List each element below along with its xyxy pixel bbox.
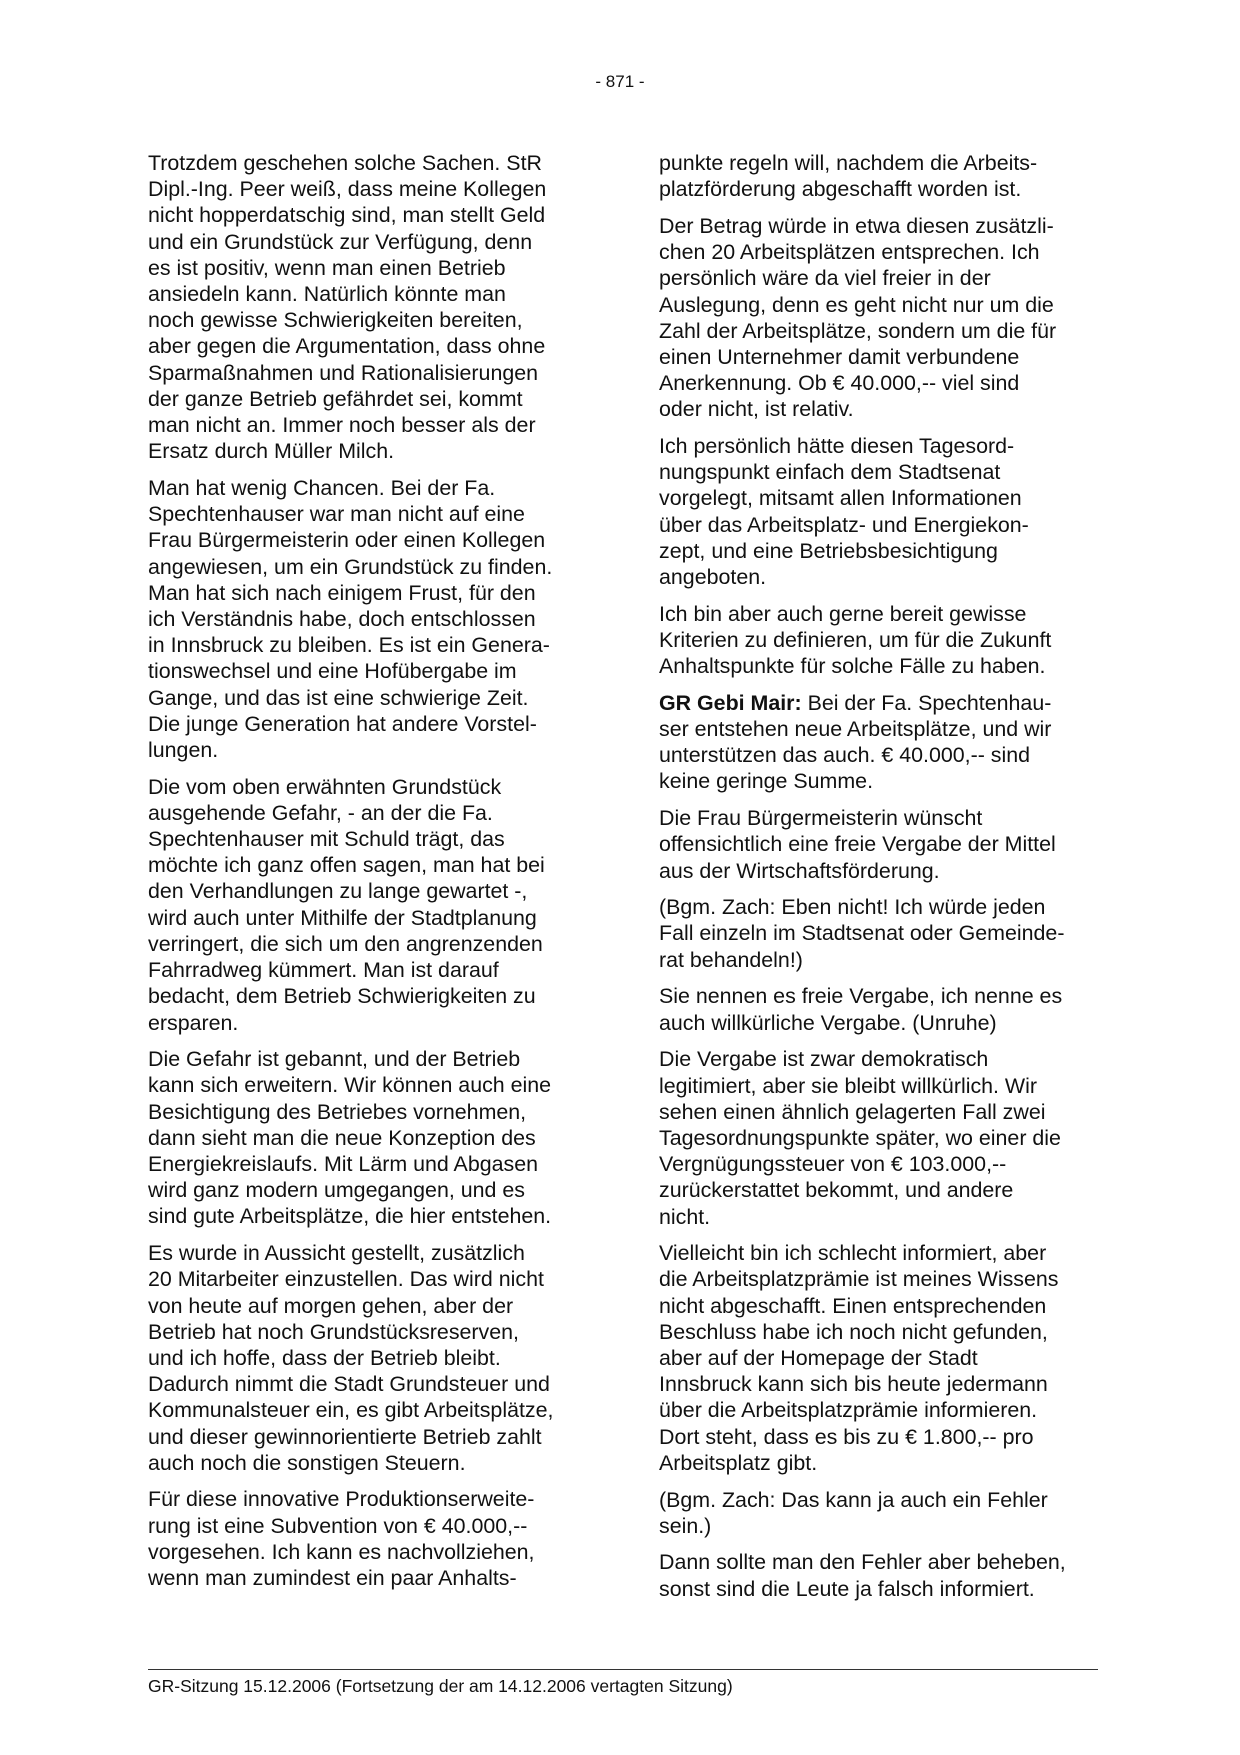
text-line: angeboten.	[659, 565, 767, 590]
text-line: die Arbeitsplatzprämie ist meines Wissens	[659, 1267, 1059, 1292]
text-line: über die Arbeitsplatzprämie informieren.	[659, 1398, 1038, 1423]
paragraph	[659, 983, 1114, 1035]
text-line: einen Unternehmer damit verbundene	[659, 344, 1020, 369]
text-line: auch noch die sonstigen Steuern.	[148, 1450, 466, 1475]
text-line: Fall einzeln im Stadtsenat oder Gemeinde-	[659, 921, 1065, 946]
text-line: Kommunalsteuer ein, es gibt Arbeitsplätze,	[148, 1398, 554, 1423]
text-line: legitimiert, aber sie bleibt willkürlich. Wir	[659, 1073, 1038, 1098]
text-line: noch gewisse Schwierigkeiten bereiten,	[148, 308, 523, 333]
text-line: der ganze Betrieb gefährdet sei, kommt	[148, 386, 523, 411]
text-line: Die Gefahr ist gebannt, und der Betrieb	[148, 1047, 521, 1072]
text-line: nungspunkt einfach dem Stadtsenat	[659, 460, 1001, 485]
text-line: oder nicht, ist relativ.	[659, 397, 854, 422]
text-line: von heute auf morgen gehen, aber der	[148, 1293, 514, 1318]
text-line: man nicht an. Immer noch besser als der	[148, 413, 536, 438]
text-line: sonst sind die Leute ja falsch informiert.	[659, 1576, 1035, 1601]
paragraph	[659, 1046, 1114, 1229]
text-line: nicht hopperdatschig sind, man stellt Geld	[148, 203, 546, 228]
paragraph	[148, 475, 596, 763]
paragraph	[659, 1549, 1114, 1601]
paragraph	[659, 1240, 1114, 1476]
paragraph	[659, 805, 1114, 884]
text-line: wird ganz modern umgegangen, und es	[148, 1178, 525, 1203]
text-line: und dieser gewinnorientierte Betrieb zahlt	[148, 1424, 542, 1449]
text-line: und ein Grundstück zur Verfügung, denn	[148, 229, 533, 254]
text-line: Es wurde in Aussicht gestellt, zusätzlich	[148, 1241, 525, 1266]
speaker-first-line: Bei der Fa. Spechtenhau-	[801, 690, 1052, 715]
text-line: Innsbruck kann sich bis heute jedermann	[659, 1372, 1048, 1397]
text-line: Die vom oben erwähnten Grundstück	[148, 774, 502, 799]
paragraph	[659, 601, 1114, 680]
text-line: den Verhandlungen zu lange gewartet -,	[148, 879, 528, 904]
text-line: nicht.	[659, 1204, 711, 1229]
text-line: tionswechsel und eine Hofübergabe im	[148, 659, 517, 684]
text-line: Die Frau Bürgermeisterin wünscht	[659, 806, 983, 831]
paragraph	[659, 894, 1114, 973]
text-line: rat behandeln!)	[659, 947, 803, 972]
text-line: Auslegung, denn es geht nicht nur um die	[659, 292, 1054, 317]
text-line: Die Vergabe ist zwar demokratisch	[659, 1047, 989, 1072]
text-line: Betrieb hat noch Grundstücksreserven,	[148, 1319, 519, 1344]
text-line: Anhaltspunkte für solche Fälle zu haben.	[659, 654, 1046, 679]
text-line: (Bgm. Zach: Eben nicht! Ich würde jeden	[659, 895, 1046, 920]
text-line: bedacht, dem Betrieb Schwierigkeiten zu	[148, 984, 536, 1009]
text-line: sehen einen ähnlich gelagerten Fall zwei	[659, 1099, 1046, 1124]
text-line: Dort steht, dass es bis zu € 1.800,-- pro	[659, 1424, 1034, 1449]
text-line: Trotzdem geschehen solche Sachen. StR	[148, 151, 542, 175]
left-column	[148, 150, 596, 1602]
text-line: Frau Bürgermeisterin oder einen Kollegen	[148, 528, 546, 553]
text-line: Spechtenhauser mit Schuld trägt, das	[148, 827, 505, 852]
text-line: Man hat wenig Chancen. Bei der Fa.	[148, 475, 496, 500]
text-line: Anerkennung. Ob € 40.000,-- viel sind	[659, 371, 1020, 396]
text-line: Spechtenhauser war man nicht auf eine	[148, 502, 525, 527]
paragraph	[148, 150, 596, 464]
footer-text: GR-Sitzung 15.12.2006 (Fortsetzung der am 14.12.2006 vertagten Sitzung)	[148, 1676, 733, 1696]
text-line: Die junge Generation hat andere Vorstel-	[148, 711, 537, 736]
text-line: möchte ich ganz offen sagen, man hat bei	[148, 853, 545, 878]
text-line: Tagesordnungspunkte später, wo einer die	[659, 1125, 1061, 1150]
speaker-name: GR Gebi Mair:	[659, 690, 802, 715]
text-line	[659, 690, 1114, 716]
text-line: zurückerstattet bekommt, und andere	[659, 1178, 1014, 1203]
page-number: - 871 -	[595, 72, 645, 91]
text-line: ich Verständnis habe, doch entschlossen	[148, 606, 536, 631]
text-line: Sparmaßnahmen und Rationalisierungen	[148, 360, 539, 385]
text-line: in Innsbruck zu bleiben. Es ist ein Genera-	[148, 633, 550, 658]
text-line: Dadurch nimmt die Stadt Grundsteuer und	[148, 1372, 550, 1397]
text-line: angewiesen, um ein Grundstück zu finden.	[148, 554, 553, 579]
text-line: chen 20 Arbeitsplätzen entsprechen. Ich	[659, 240, 1040, 265]
text-line: persönlich wäre da viel freier in der	[659, 266, 991, 291]
text-line: ser entstehen neue Arbeitsplätze, und wir	[659, 717, 1052, 742]
text-line: sein.)	[659, 1513, 712, 1538]
text-line: Vielleicht bin ich schlecht informiert, aber	[659, 1241, 1047, 1266]
text-line: über das Arbeitsplatz- und Energiekon-	[659, 512, 1029, 537]
text-line: aber auf der Homepage der Stadt	[659, 1346, 978, 1371]
text-line: wenn man zumindest ein paar Anhalts-	[148, 1566, 517, 1591]
text-line: ersparen.	[148, 1010, 239, 1035]
paragraph	[659, 433, 1114, 590]
paragraph	[659, 150, 1114, 202]
text-line: lungen.	[148, 737, 219, 762]
text-line: Zahl der Arbeitsplätze, sondern um die für	[659, 318, 1057, 343]
text-line: Dann sollte man den Fehler aber beheben,	[659, 1550, 1066, 1575]
paragraph	[148, 1486, 596, 1591]
text-line: Gange, und das ist eine schwierige Zeit.	[148, 685, 529, 710]
text-line: Beschluss habe ich noch nicht gefunden,	[659, 1319, 1048, 1344]
text-line: nicht abgeschafft. Einen entsprechenden	[659, 1293, 1047, 1318]
text-line: platzförderung abgeschafft worden ist.	[659, 177, 1022, 202]
text-line: Ich persönlich hätte diesen Tagesord-	[659, 434, 1015, 459]
text-line: verringert, die sich um den angrenzenden	[148, 931, 543, 956]
text-line: es ist positiv, wenn man einen Betrieb	[148, 255, 506, 280]
text-line: wird auch unter Mithilfe der Stadtplanung	[148, 905, 537, 930]
text-line: keine geringe Summe.	[659, 769, 874, 794]
text-line: Ich bin aber auch gerne bereit gewisse	[659, 601, 1027, 626]
text-line: Dipl.-Ing. Peer weiß, dass meine Kollegen	[148, 177, 547, 202]
text-line: Der Betrag würde in etwa diesen zusätzli-	[659, 213, 1054, 238]
text-line: Man hat sich nach einigem Frust, für den	[148, 580, 536, 605]
text-line: (Bgm. Zach: Das kann ja auch ein Fehler	[659, 1487, 1048, 1512]
text-line: 20 Mitarbeiter einzustellen. Das wird nicht	[148, 1267, 544, 1292]
text-line: aus der Wirtschaftsförderung.	[659, 858, 940, 883]
text-line: vorgesehen. Ich kann es nachvollziehen,	[148, 1539, 535, 1564]
right-column	[659, 150, 1114, 1612]
footer-divider	[148, 1669, 1098, 1670]
text-line: dann sieht man die neue Konzeption des	[148, 1125, 536, 1150]
text-line: rung ist eine Subvention von € 40.000,--	[148, 1513, 528, 1538]
text-line: unterstützen das auch. € 40.000,-- sind	[659, 743, 1031, 768]
paragraph	[148, 1240, 596, 1476]
text-line: Für diese innovative Produktionserweite-	[148, 1487, 535, 1512]
text-line: aber gegen die Argumentation, dass ohne	[148, 334, 546, 359]
text-line: Fahrradweg kümmert. Man ist darauf	[148, 958, 499, 983]
paragraph	[148, 1046, 596, 1229]
text-line: ausgehende Gefahr, - an der die Fa.	[148, 800, 493, 825]
paragraph	[659, 1487, 1114, 1539]
text-line: Sie nennen es freie Vergabe, ich nenne es	[659, 984, 1063, 1009]
text-line: vorgelegt, mitsamt allen Informationen	[659, 486, 1022, 511]
text-line: offensichtlich eine freie Vergabe der Mittel	[659, 832, 1056, 857]
text-line: ansiedeln kann. Natürlich könnte man	[148, 282, 506, 307]
paragraph	[659, 213, 1114, 423]
text-line: Ersatz durch Müller Milch.	[148, 439, 395, 464]
paragraph	[148, 774, 596, 1036]
text-line: sind gute Arbeitsplätze, die hier entstehen.	[148, 1204, 552, 1229]
text-line: Arbeitsplatz gibt.	[659, 1450, 818, 1475]
text-line: Kriterien zu definieren, um für die Zukunft	[659, 627, 1052, 652]
text-line: Vergnügungssteuer von € 103.000,--	[659, 1152, 1007, 1177]
text-line: auch willkürliche Vergabe. (Unruhe)	[659, 1010, 997, 1035]
text-line: und ich hoffe, dass der Betrieb bleibt.	[148, 1345, 501, 1370]
speaker-paragraph	[659, 690, 1114, 795]
text-line: punkte regeln will, nachdem die Arbeits-	[659, 151, 1038, 175]
text-line: zept, und eine Betriebsbesichtigung	[659, 538, 998, 563]
text-line: Energiekreislaufs. Mit Lärm und Abgasen	[148, 1152, 538, 1177]
text-line: Besichtigung des Betriebes vornehmen,	[148, 1099, 527, 1124]
text-line: kann sich erweitern. Wir können auch eine	[148, 1073, 552, 1098]
